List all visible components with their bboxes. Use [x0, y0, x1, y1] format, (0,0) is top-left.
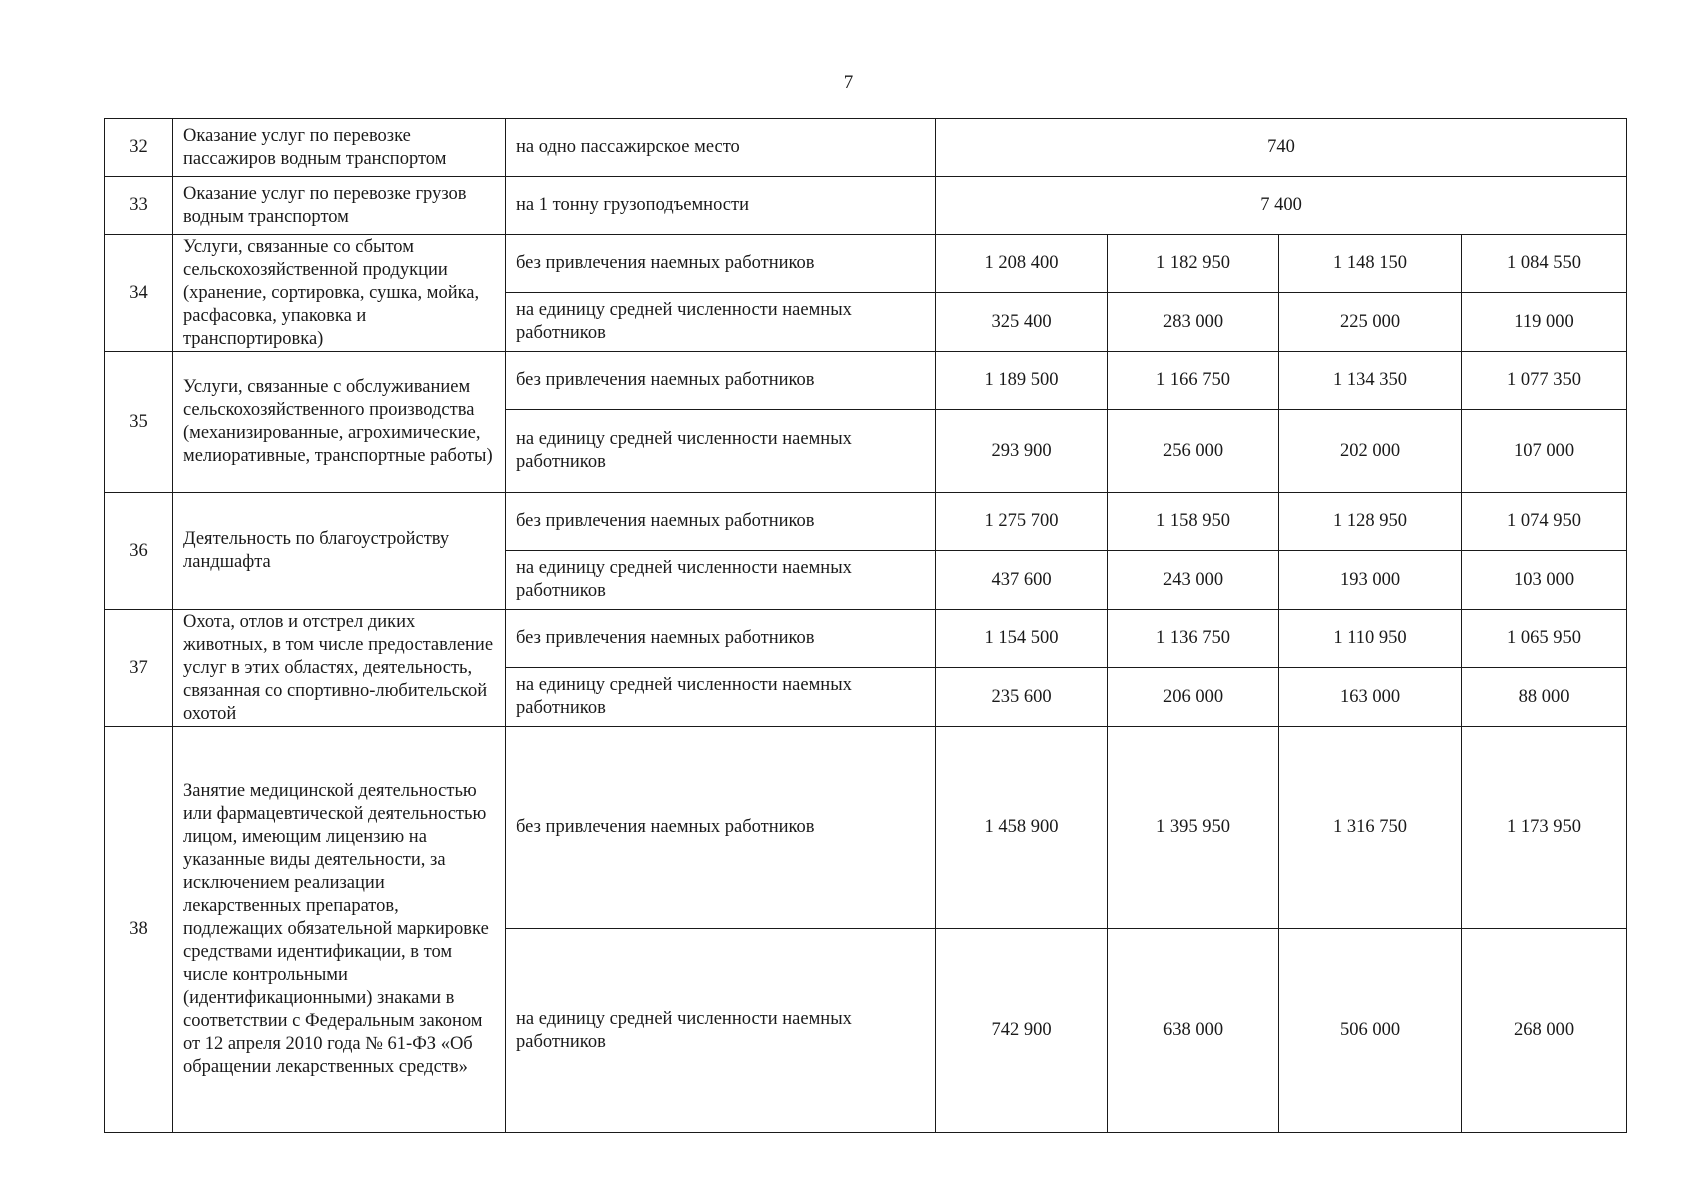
value-cell: 202 000	[1279, 410, 1462, 493]
row-number: 33	[105, 177, 173, 235]
value-cell: 268 000	[1462, 929, 1627, 1133]
value-cell: 103 000	[1462, 551, 1627, 610]
value-cell: 437 600	[936, 551, 1108, 610]
value-cell: 506 000	[1279, 929, 1462, 1133]
value-cell: 119 000	[1462, 293, 1627, 352]
value-cell: 638 000	[1108, 929, 1279, 1133]
row-number: 34	[105, 235, 173, 352]
value-cell: 1 166 750	[1108, 352, 1279, 410]
activity-cell: Охота, отлов и отстрел диких животных, в том числе предоставление услуг в этих областях, деятельность, связанная со спортивно-любительской охотой	[173, 610, 506, 727]
value-cell: 206 000	[1108, 668, 1279, 727]
basis-cell: на единицу средней численности наемных работников	[506, 293, 936, 352]
value-cell: 1 065 950	[1462, 610, 1627, 668]
row-number: 35	[105, 352, 173, 493]
basis-cell: без привлечения наемных работников	[506, 493, 936, 551]
basis-cell: на единицу средней численности наемных работников	[506, 929, 936, 1133]
value-cell: 107 000	[1462, 410, 1627, 493]
value-cell: 1 173 950	[1462, 727, 1627, 929]
value-cell: 293 900	[936, 410, 1108, 493]
activity-cell: Услуги, связанные с обслуживанием сельскохозяйственного производства (механизированные, агрохимические, мелиоративные, транспортные работы)	[173, 352, 506, 493]
value-cell: 1 275 700	[936, 493, 1108, 551]
activity-cell: Оказание услуг по перевозке пассажиров водным транспортом	[173, 119, 506, 177]
value-cell: 7 400	[936, 177, 1627, 235]
table-row	[105, 352, 1627, 410]
value-cell: 283 000	[1108, 293, 1279, 352]
table-row	[105, 177, 1627, 235]
value-cell: 1 316 750	[1279, 727, 1462, 929]
value-cell: 1 458 900	[936, 727, 1108, 929]
value-cell: 740	[936, 119, 1627, 177]
value-cell: 1 158 950	[1108, 493, 1279, 551]
value-cell: 1 134 350	[1279, 352, 1462, 410]
table-row	[105, 235, 1627, 293]
value-cell: 88 000	[1462, 668, 1627, 727]
tax-rates-table	[104, 118, 1627, 1133]
basis-cell: на одно пассажирское место	[506, 119, 936, 177]
value-cell: 163 000	[1279, 668, 1462, 727]
value-cell: 225 000	[1279, 293, 1462, 352]
table-row	[105, 493, 1627, 551]
basis-cell: на единицу средней численности наемных работников	[506, 410, 936, 493]
row-number: 36	[105, 493, 173, 610]
value-cell: 325 400	[936, 293, 1108, 352]
table-row	[105, 727, 1627, 929]
value-cell: 1 077 350	[1462, 352, 1627, 410]
value-cell: 235 600	[936, 668, 1108, 727]
value-cell: 193 000	[1279, 551, 1462, 610]
value-cell: 1 110 950	[1279, 610, 1462, 668]
value-cell: 1 182 950	[1108, 235, 1279, 293]
basis-cell: без привлечения наемных работников	[506, 727, 936, 929]
row-number: 37	[105, 610, 173, 727]
value-cell: 1 148 150	[1279, 235, 1462, 293]
value-cell: 256 000	[1108, 410, 1279, 493]
table-row	[105, 610, 1627, 668]
table-row	[105, 119, 1627, 177]
value-cell: 1 128 950	[1279, 493, 1462, 551]
activity-cell: Оказание услуг по перевозке грузов водным транспортом	[173, 177, 506, 235]
value-cell: 243 000	[1108, 551, 1279, 610]
value-cell: 1 395 950	[1108, 727, 1279, 929]
value-cell: 1 154 500	[936, 610, 1108, 668]
activity-cell: Деятельность по благоустройству ландшафта	[173, 493, 506, 610]
row-number: 32	[105, 119, 173, 177]
value-cell: 742 900	[936, 929, 1108, 1133]
basis-cell: на единицу средней численности наемных работников	[506, 551, 936, 610]
value-cell: 1 208 400	[936, 235, 1108, 293]
value-cell: 1 136 750	[1108, 610, 1279, 668]
activity-cell: Занятие медицинской деятельностью или фармацевтической деятельностью лицом, имеющим лицензию на указанные виды деятельности, за исключением реализации лекарственных препаратов, подлежащих обязательной маркировке средствами идентификации, в том числе контрольными (идентификационными) знаками в соответствии с Федеральным законом от 12 апреля 2010 года № 61-ФЗ «Об обращении лекарственных средств»	[173, 727, 506, 1133]
value-cell: 1 189 500	[936, 352, 1108, 410]
basis-cell: на 1 тонну грузоподъемности	[506, 177, 936, 235]
page-number: 7	[843, 72, 854, 93]
basis-cell: без привлечения наемных работников	[506, 352, 936, 410]
basis-cell: на единицу средней численности наемных работников	[506, 668, 936, 727]
activity-cell: Услуги, связанные со сбытом сельскохозяйственной продукции (хранение, сортировка, сушка, мойка, расфасовка, упаковка и транспортировка)	[173, 235, 506, 352]
row-number: 38	[105, 727, 173, 1133]
basis-cell: без привлечения наемных работников	[506, 610, 936, 668]
basis-cell: без привлечения наемных работников	[506, 235, 936, 293]
value-cell: 1 084 550	[1462, 235, 1627, 293]
value-cell: 1 074 950	[1462, 493, 1627, 551]
